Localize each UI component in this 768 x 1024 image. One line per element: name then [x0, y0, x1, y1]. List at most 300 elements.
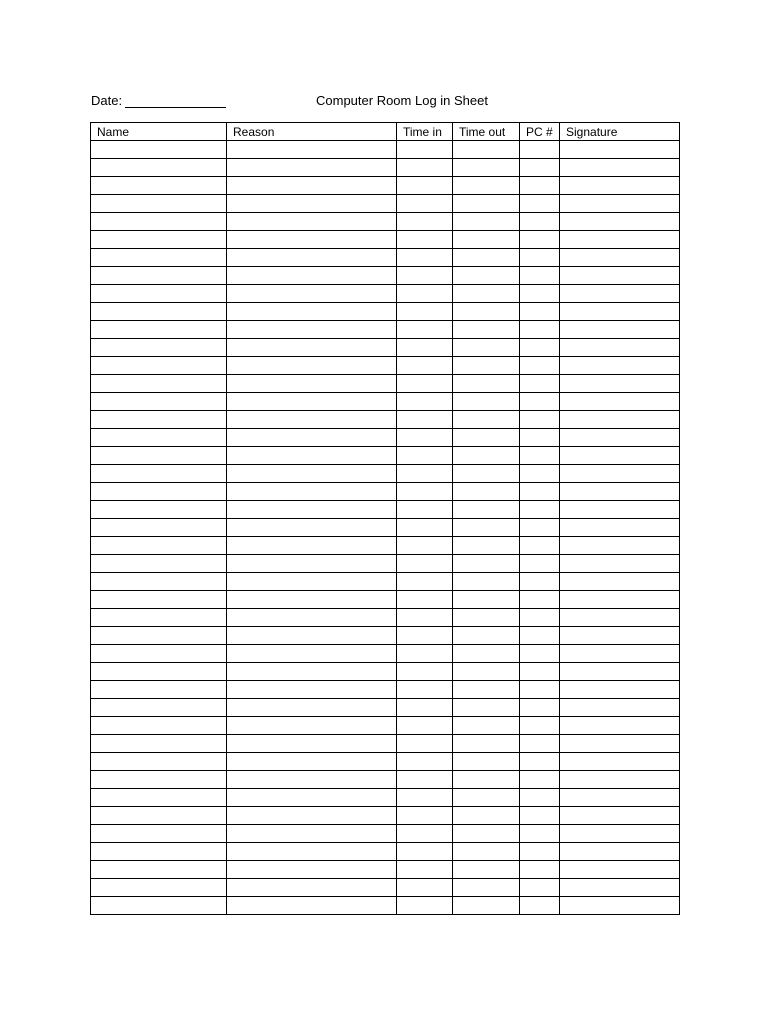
name-cell[interactable]	[91, 825, 227, 843]
time-in-cell[interactable]	[397, 573, 453, 591]
reason-cell[interactable]	[227, 141, 397, 159]
time-in-cell[interactable]	[397, 303, 453, 321]
reason-cell[interactable]	[227, 465, 397, 483]
time-out-cell[interactable]	[453, 753, 520, 771]
pc-number-cell[interactable]	[520, 555, 560, 573]
pc-number-cell[interactable]	[520, 537, 560, 555]
time-in-cell[interactable]	[397, 447, 453, 465]
pc-number-cell[interactable]	[520, 591, 560, 609]
pc-number-cell[interactable]	[520, 897, 560, 915]
time-out-cell[interactable]	[453, 537, 520, 555]
reason-cell[interactable]	[227, 267, 397, 285]
name-cell[interactable]	[91, 843, 227, 861]
pc-number-cell[interactable]	[520, 429, 560, 447]
name-cell[interactable]	[91, 627, 227, 645]
table-row	[91, 897, 680, 915]
time-out-cell[interactable]	[453, 825, 520, 843]
signature-cell[interactable]	[560, 879, 680, 897]
table-row	[91, 699, 680, 717]
table-row	[91, 555, 680, 573]
time-out-cell[interactable]	[453, 177, 520, 195]
date-field[interactable]	[125, 107, 226, 108]
pc-number-cell[interactable]	[520, 609, 560, 627]
reason-cell[interactable]	[227, 807, 397, 825]
table-row	[91, 195, 680, 213]
time-in-cell[interactable]	[397, 519, 453, 537]
table-row	[91, 429, 680, 447]
reason-cell[interactable]	[227, 825, 397, 843]
name-cell[interactable]	[91, 357, 227, 375]
time-out-cell[interactable]	[453, 267, 520, 285]
reason-cell[interactable]	[227, 483, 397, 501]
log-table-body	[91, 141, 680, 915]
signature-cell[interactable]	[560, 357, 680, 375]
table-row	[91, 231, 680, 249]
signature-cell[interactable]	[560, 447, 680, 465]
name-cell[interactable]	[91, 501, 227, 519]
name-cell[interactable]	[91, 267, 227, 285]
table-row	[91, 807, 680, 825]
name-cell[interactable]	[91, 663, 227, 681]
signature-cell[interactable]	[560, 483, 680, 501]
name-cell[interactable]	[91, 789, 227, 807]
pc-number-cell[interactable]	[520, 339, 560, 357]
pc-number-cell[interactable]	[520, 249, 560, 267]
name-cell[interactable]	[91, 483, 227, 501]
pc-number-cell[interactable]	[520, 789, 560, 807]
name-cell[interactable]	[91, 879, 227, 897]
time-out-cell[interactable]	[453, 645, 520, 663]
reason-cell[interactable]	[227, 897, 397, 915]
pc-number-cell[interactable]	[520, 375, 560, 393]
time-out-cell[interactable]	[453, 375, 520, 393]
name-cell[interactable]	[91, 897, 227, 915]
reason-cell[interactable]	[227, 789, 397, 807]
signature-cell[interactable]	[560, 861, 680, 879]
signature-cell[interactable]	[560, 573, 680, 591]
signature-cell[interactable]	[560, 897, 680, 915]
table-row	[91, 411, 680, 429]
reason-cell[interactable]	[227, 771, 397, 789]
reason-cell[interactable]	[227, 447, 397, 465]
signature-cell[interactable]	[560, 303, 680, 321]
signature-cell[interactable]	[560, 231, 680, 249]
signature-cell[interactable]	[560, 681, 680, 699]
pc-number-cell[interactable]	[520, 825, 560, 843]
time-in-cell[interactable]	[397, 213, 453, 231]
table-row	[91, 789, 680, 807]
time-in-cell[interactable]	[397, 555, 453, 573]
signature-cell[interactable]	[560, 429, 680, 447]
reason-cell[interactable]	[227, 339, 397, 357]
time-in-cell[interactable]	[397, 825, 453, 843]
table-row	[91, 753, 680, 771]
time-out-cell[interactable]	[453, 231, 520, 249]
signature-cell[interactable]	[560, 699, 680, 717]
column-header-time-out: Time out	[453, 123, 520, 141]
time-out-cell[interactable]	[453, 195, 520, 213]
time-out-cell[interactable]	[453, 717, 520, 735]
pc-number-cell[interactable]	[520, 159, 560, 177]
name-cell[interactable]	[91, 195, 227, 213]
signature-cell[interactable]	[560, 393, 680, 411]
table-row	[91, 141, 680, 159]
pc-number-cell[interactable]	[520, 213, 560, 231]
time-in-cell[interactable]	[397, 177, 453, 195]
table-row	[91, 267, 680, 285]
reason-cell[interactable]	[227, 735, 397, 753]
signature-cell[interactable]	[560, 339, 680, 357]
name-cell[interactable]	[91, 429, 227, 447]
time-in-cell[interactable]	[397, 897, 453, 915]
table-row	[91, 879, 680, 897]
name-cell[interactable]	[91, 573, 227, 591]
reason-cell[interactable]	[227, 753, 397, 771]
time-out-cell[interactable]	[453, 339, 520, 357]
pc-number-cell[interactable]	[520, 267, 560, 285]
pc-number-cell[interactable]	[520, 861, 560, 879]
time-in-cell[interactable]	[397, 789, 453, 807]
time-out-cell[interactable]	[453, 411, 520, 429]
pc-number-cell[interactable]	[520, 771, 560, 789]
time-in-cell[interactable]	[397, 195, 453, 213]
signature-cell[interactable]	[560, 213, 680, 231]
reason-cell[interactable]	[227, 591, 397, 609]
pc-number-cell[interactable]	[520, 807, 560, 825]
reason-cell[interactable]	[227, 231, 397, 249]
name-cell[interactable]	[91, 213, 227, 231]
reason-cell[interactable]	[227, 321, 397, 339]
reason-cell[interactable]	[227, 411, 397, 429]
table-row	[91, 393, 680, 411]
time-in-cell[interactable]	[397, 285, 453, 303]
reason-cell[interactable]	[227, 177, 397, 195]
pc-number-cell[interactable]	[520, 177, 560, 195]
pc-number-cell[interactable]	[520, 393, 560, 411]
pc-number-cell[interactable]	[520, 753, 560, 771]
reason-cell[interactable]	[227, 879, 397, 897]
reason-cell[interactable]	[227, 573, 397, 591]
table-row	[91, 825, 680, 843]
name-cell[interactable]	[91, 375, 227, 393]
time-out-cell[interactable]	[453, 393, 520, 411]
reason-cell[interactable]	[227, 357, 397, 375]
table-row	[91, 321, 680, 339]
pc-number-cell[interactable]	[520, 357, 560, 375]
reason-cell[interactable]	[227, 195, 397, 213]
time-out-cell[interactable]	[453, 357, 520, 375]
time-in-cell[interactable]	[397, 753, 453, 771]
signature-cell[interactable]	[560, 285, 680, 303]
reason-cell[interactable]	[227, 249, 397, 267]
name-cell[interactable]	[91, 303, 227, 321]
table-row	[91, 609, 680, 627]
name-cell[interactable]	[91, 249, 227, 267]
name-cell[interactable]	[91, 537, 227, 555]
reason-cell[interactable]	[227, 699, 397, 717]
time-in-cell[interactable]	[397, 735, 453, 753]
name-cell[interactable]	[91, 609, 227, 627]
name-cell[interactable]	[91, 735, 227, 753]
name-cell[interactable]	[91, 861, 227, 879]
time-out-cell[interactable]	[453, 609, 520, 627]
time-out-cell[interactable]	[453, 573, 520, 591]
time-in-cell[interactable]	[397, 411, 453, 429]
signature-cell[interactable]	[560, 555, 680, 573]
time-out-cell[interactable]	[453, 699, 520, 717]
time-out-cell[interactable]	[453, 897, 520, 915]
reason-cell[interactable]	[227, 285, 397, 303]
table-row	[91, 735, 680, 753]
table-row	[91, 339, 680, 357]
reason-cell[interactable]	[227, 555, 397, 573]
signature-cell[interactable]	[560, 519, 680, 537]
name-cell[interactable]	[91, 645, 227, 663]
table-row	[91, 249, 680, 267]
pc-number-cell[interactable]	[520, 195, 560, 213]
pc-number-cell[interactable]	[520, 465, 560, 483]
signature-cell[interactable]	[560, 735, 680, 753]
time-out-cell[interactable]	[453, 627, 520, 645]
time-out-cell[interactable]	[453, 861, 520, 879]
name-cell[interactable]	[91, 555, 227, 573]
pc-number-cell[interactable]	[520, 501, 560, 519]
time-out-cell[interactable]	[453, 807, 520, 825]
reason-cell[interactable]	[227, 501, 397, 519]
reason-cell[interactable]	[227, 537, 397, 555]
signature-cell[interactable]	[560, 843, 680, 861]
pc-number-cell[interactable]	[520, 627, 560, 645]
time-out-cell[interactable]	[453, 735, 520, 753]
time-in-cell[interactable]	[397, 231, 453, 249]
date-label: Date:	[91, 93, 123, 108]
table-row	[91, 573, 680, 591]
signature-cell[interactable]	[560, 627, 680, 645]
time-out-cell[interactable]	[453, 555, 520, 573]
time-in-cell[interactable]	[397, 591, 453, 609]
reason-cell[interactable]	[227, 645, 397, 663]
time-in-cell[interactable]	[397, 807, 453, 825]
time-out-cell[interactable]	[453, 879, 520, 897]
pc-number-cell[interactable]	[520, 411, 560, 429]
name-cell[interactable]	[91, 591, 227, 609]
time-in-cell[interactable]	[397, 159, 453, 177]
signature-cell[interactable]	[560, 717, 680, 735]
pc-number-cell[interactable]	[520, 843, 560, 861]
time-out-cell[interactable]	[453, 213, 520, 231]
reason-cell[interactable]	[227, 861, 397, 879]
time-in-cell[interactable]	[397, 537, 453, 555]
time-in-cell[interactable]	[397, 627, 453, 645]
log-table	[90, 122, 680, 915]
time-in-cell[interactable]	[397, 357, 453, 375]
pc-number-cell[interactable]	[520, 717, 560, 735]
time-out-cell[interactable]	[453, 843, 520, 861]
signature-cell[interactable]	[560, 771, 680, 789]
time-in-cell[interactable]	[397, 843, 453, 861]
name-cell[interactable]	[91, 681, 227, 699]
name-cell[interactable]	[91, 411, 227, 429]
name-cell[interactable]	[91, 465, 227, 483]
time-out-cell[interactable]	[453, 663, 520, 681]
signature-cell[interactable]	[560, 591, 680, 609]
signature-cell[interactable]	[560, 267, 680, 285]
name-cell[interactable]	[91, 807, 227, 825]
time-in-cell[interactable]	[397, 609, 453, 627]
pc-number-cell[interactable]	[520, 303, 560, 321]
pc-number-cell[interactable]	[520, 573, 560, 591]
reason-cell[interactable]	[227, 609, 397, 627]
signature-cell[interactable]	[560, 465, 680, 483]
signature-cell[interactable]	[560, 195, 680, 213]
signature-cell[interactable]	[560, 411, 680, 429]
pc-number-cell[interactable]	[520, 141, 560, 159]
pc-number-cell[interactable]	[520, 285, 560, 303]
time-out-cell[interactable]	[453, 429, 520, 447]
table-row	[91, 861, 680, 879]
time-out-cell[interactable]	[453, 771, 520, 789]
name-cell[interactable]	[91, 285, 227, 303]
time-in-cell[interactable]	[397, 249, 453, 267]
reason-cell[interactable]	[227, 159, 397, 177]
time-in-cell[interactable]	[397, 429, 453, 447]
time-in-cell[interactable]	[397, 681, 453, 699]
table-row	[91, 681, 680, 699]
pc-number-cell[interactable]	[520, 483, 560, 501]
name-cell[interactable]	[91, 519, 227, 537]
time-in-cell[interactable]	[397, 267, 453, 285]
time-in-cell[interactable]	[397, 879, 453, 897]
pc-number-cell[interactable]	[520, 681, 560, 699]
time-in-cell[interactable]	[397, 483, 453, 501]
reason-cell[interactable]	[227, 213, 397, 231]
name-cell[interactable]	[91, 339, 227, 357]
time-in-cell[interactable]	[397, 771, 453, 789]
reason-cell[interactable]	[227, 663, 397, 681]
reason-cell[interactable]	[227, 519, 397, 537]
time-in-cell[interactable]	[397, 393, 453, 411]
time-in-cell[interactable]	[397, 501, 453, 519]
time-in-cell[interactable]	[397, 861, 453, 879]
signature-cell[interactable]	[560, 807, 680, 825]
time-in-cell[interactable]	[397, 699, 453, 717]
signature-cell[interactable]	[560, 141, 680, 159]
pc-number-cell[interactable]	[520, 231, 560, 249]
time-in-cell[interactable]	[397, 465, 453, 483]
time-in-cell[interactable]	[397, 321, 453, 339]
time-out-cell[interactable]	[453, 519, 520, 537]
table-row	[91, 159, 680, 177]
pc-number-cell[interactable]	[520, 645, 560, 663]
signature-cell[interactable]	[560, 321, 680, 339]
time-out-cell[interactable]	[453, 447, 520, 465]
column-header-name: Name	[91, 123, 227, 141]
name-cell[interactable]	[91, 321, 227, 339]
table-row	[91, 483, 680, 501]
time-out-cell[interactable]	[453, 501, 520, 519]
signature-cell[interactable]	[560, 159, 680, 177]
name-cell[interactable]	[91, 393, 227, 411]
pc-number-cell[interactable]	[520, 519, 560, 537]
pc-number-cell[interactable]	[520, 879, 560, 897]
name-cell[interactable]	[91, 159, 227, 177]
table-row	[91, 843, 680, 861]
signature-cell[interactable]	[560, 501, 680, 519]
time-in-cell[interactable]	[397, 663, 453, 681]
table-row	[91, 285, 680, 303]
column-header-time-in: Time in	[397, 123, 453, 141]
signature-cell[interactable]	[560, 375, 680, 393]
reason-cell[interactable]	[227, 429, 397, 447]
signature-cell[interactable]	[560, 663, 680, 681]
name-cell[interactable]	[91, 141, 227, 159]
signature-cell[interactable]	[560, 753, 680, 771]
time-in-cell[interactable]	[397, 645, 453, 663]
table-row	[91, 213, 680, 231]
time-out-cell[interactable]	[453, 303, 520, 321]
pc-number-cell[interactable]	[520, 735, 560, 753]
reason-cell[interactable]	[227, 303, 397, 321]
name-cell[interactable]	[91, 699, 227, 717]
table-row	[91, 717, 680, 735]
table-row	[91, 447, 680, 465]
time-out-cell[interactable]	[453, 681, 520, 699]
signature-cell[interactable]	[560, 249, 680, 267]
time-in-cell[interactable]	[397, 375, 453, 393]
time-out-cell[interactable]	[453, 321, 520, 339]
name-cell[interactable]	[91, 771, 227, 789]
time-out-cell[interactable]	[453, 465, 520, 483]
reason-cell[interactable]	[227, 375, 397, 393]
reason-cell[interactable]	[227, 843, 397, 861]
pc-number-cell[interactable]	[520, 447, 560, 465]
column-header-signature: Signature	[560, 123, 680, 141]
pc-number-cell[interactable]	[520, 321, 560, 339]
time-out-cell[interactable]	[453, 285, 520, 303]
pc-number-cell[interactable]	[520, 663, 560, 681]
signature-cell[interactable]	[560, 177, 680, 195]
table-row	[91, 375, 680, 393]
reason-cell[interactable]	[227, 681, 397, 699]
name-cell[interactable]	[91, 447, 227, 465]
pc-number-cell[interactable]	[520, 699, 560, 717]
signature-cell[interactable]	[560, 609, 680, 627]
time-out-cell[interactable]	[453, 483, 520, 501]
time-in-cell[interactable]	[397, 717, 453, 735]
name-cell[interactable]	[91, 753, 227, 771]
name-cell[interactable]	[91, 231, 227, 249]
time-out-cell[interactable]	[453, 789, 520, 807]
signature-cell[interactable]	[560, 825, 680, 843]
table-row	[91, 519, 680, 537]
time-in-cell[interactable]	[397, 339, 453, 357]
time-out-cell[interactable]	[453, 249, 520, 267]
name-cell[interactable]	[91, 177, 227, 195]
time-out-cell[interactable]	[453, 159, 520, 177]
column-header-reason: Reason	[227, 123, 397, 141]
signature-cell[interactable]	[560, 645, 680, 663]
table-row	[91, 177, 680, 195]
signature-cell[interactable]	[560, 537, 680, 555]
time-out-cell[interactable]	[453, 591, 520, 609]
time-in-cell[interactable]	[397, 141, 453, 159]
name-cell[interactable]	[91, 717, 227, 735]
signature-cell[interactable]	[560, 789, 680, 807]
reason-cell[interactable]	[227, 717, 397, 735]
reason-cell[interactable]	[227, 627, 397, 645]
time-out-cell[interactable]	[453, 141, 520, 159]
reason-cell[interactable]	[227, 393, 397, 411]
